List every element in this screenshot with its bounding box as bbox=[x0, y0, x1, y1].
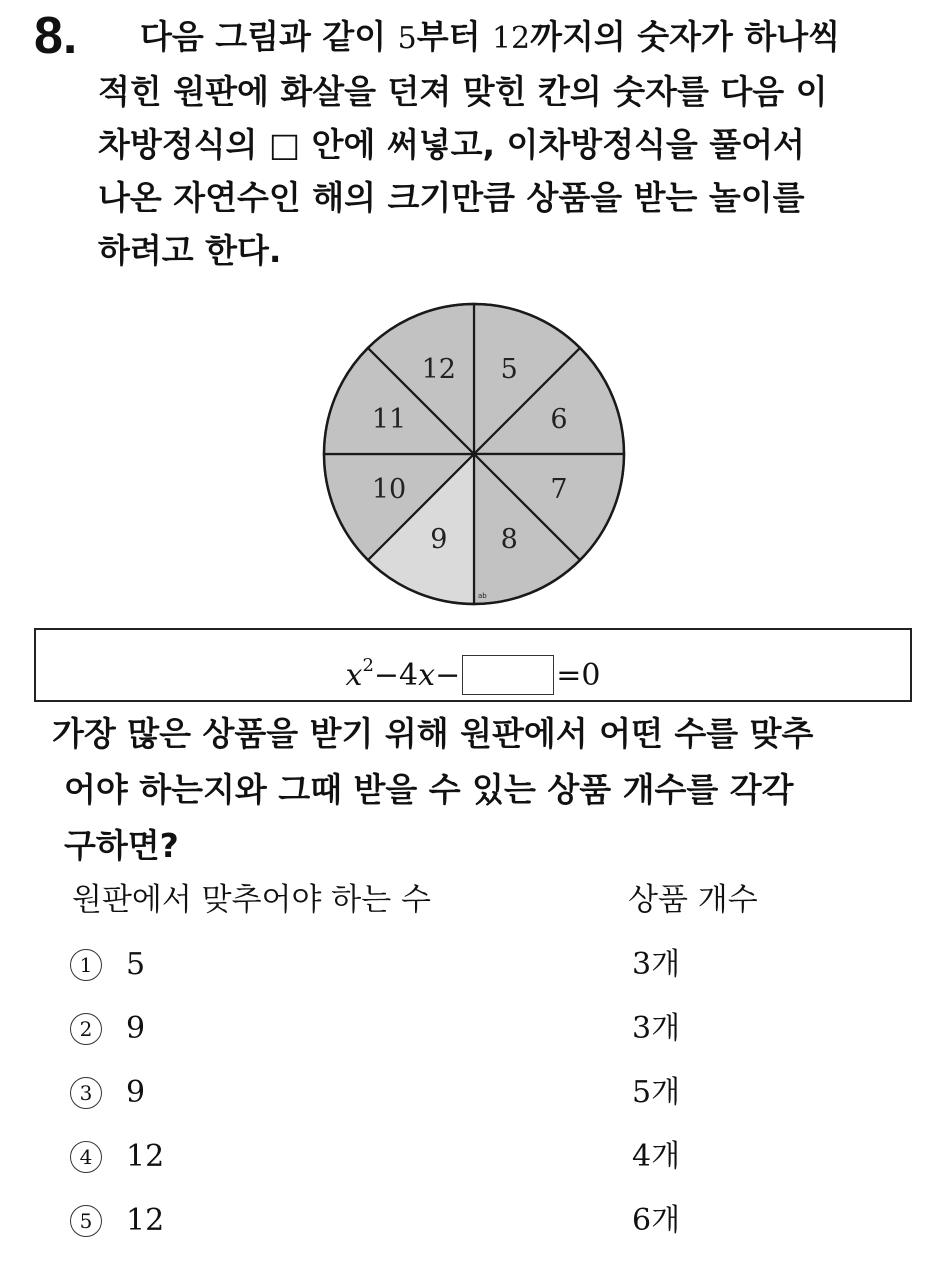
prompt-line-2: 어야 하는지와 그때 받을 수 있는 상품 개수를 각각 bbox=[64, 770, 794, 809]
wheel-label-10: 10 bbox=[371, 474, 407, 506]
question-line-1: 다음 그림과 같이 5부터 12까지의 숫자가 하나씩 bbox=[140, 17, 841, 56]
choice-number: 12 bbox=[126, 1203, 165, 1238]
header-prize-column: 상품 개수 bbox=[628, 882, 758, 918]
choice-prize: 6개 bbox=[632, 1203, 681, 1238]
equation-box bbox=[34, 628, 912, 702]
wheel-small-mark: ab bbox=[478, 592, 487, 600]
question-line-2: 적힌 원판에 화살을 던져 맞힌 칸의 숫자를 다음 이 bbox=[98, 72, 828, 111]
answer-choices bbox=[70, 945, 890, 1265]
prompt-line-3: 구하면? bbox=[64, 826, 179, 865]
wheel-label-6: 6 bbox=[550, 403, 568, 435]
choice-1[interactable] bbox=[70, 945, 890, 1009]
quadratic-equation: $x^2-4x- =0$ bbox=[345, 655, 601, 693]
dartboard-wheel bbox=[318, 298, 630, 610]
choice-2[interactable] bbox=[70, 1009, 890, 1073]
choice-marker: 2 bbox=[70, 1013, 102, 1045]
choice-marker: 1 bbox=[70, 949, 102, 981]
choice-prize: 3개 bbox=[632, 1011, 681, 1046]
choice-marker: 4 bbox=[70, 1141, 102, 1173]
header-number-column: 원판에서 맞추어야 하는 수 bbox=[72, 882, 431, 918]
choice-prize: 3개 bbox=[632, 947, 681, 982]
choice-number: 9 bbox=[126, 1011, 146, 1046]
choice-5[interactable] bbox=[70, 1201, 890, 1265]
prompt-line-1: 가장 많은 상품을 받기 위해 원판에서 어떤 수를 맞추 bbox=[52, 714, 814, 753]
wheel-label-11: 11 bbox=[371, 403, 407, 435]
choice-number: 12 bbox=[126, 1139, 165, 1174]
choice-3[interactable] bbox=[70, 1073, 890, 1137]
choice-number: 5 bbox=[126, 947, 146, 982]
choice-number: 9 bbox=[126, 1075, 146, 1110]
wheel-label-9: 9 bbox=[430, 523, 448, 555]
wheel-label-7: 7 bbox=[550, 474, 568, 506]
question-prompt bbox=[52, 706, 922, 874]
choice-4[interactable] bbox=[70, 1137, 890, 1201]
wheel-label-12: 12 bbox=[421, 354, 456, 386]
choice-prize: 4개 bbox=[632, 1139, 681, 1174]
question-line-5: 하려고 한다. bbox=[98, 231, 282, 270]
equation-blank-box bbox=[462, 655, 554, 695]
wheel-label-8: 8 bbox=[500, 523, 518, 555]
choice-prize: 5개 bbox=[632, 1075, 681, 1110]
question-line-4: 나온 자연수인 해의 크기만큼 상품을 받는 놀이를 bbox=[98, 178, 805, 217]
choice-marker: 3 bbox=[70, 1077, 102, 1109]
choice-marker: 5 bbox=[70, 1205, 102, 1237]
question-text bbox=[98, 10, 918, 277]
question-line-3: 차방정식의 □ 안에 써넣고, 이차방정식을 풀어서 bbox=[98, 125, 805, 164]
wheel-label-5: 5 bbox=[500, 354, 518, 386]
blank-box-symbol: □ bbox=[268, 125, 301, 164]
question-number: 8. bbox=[34, 7, 78, 65]
